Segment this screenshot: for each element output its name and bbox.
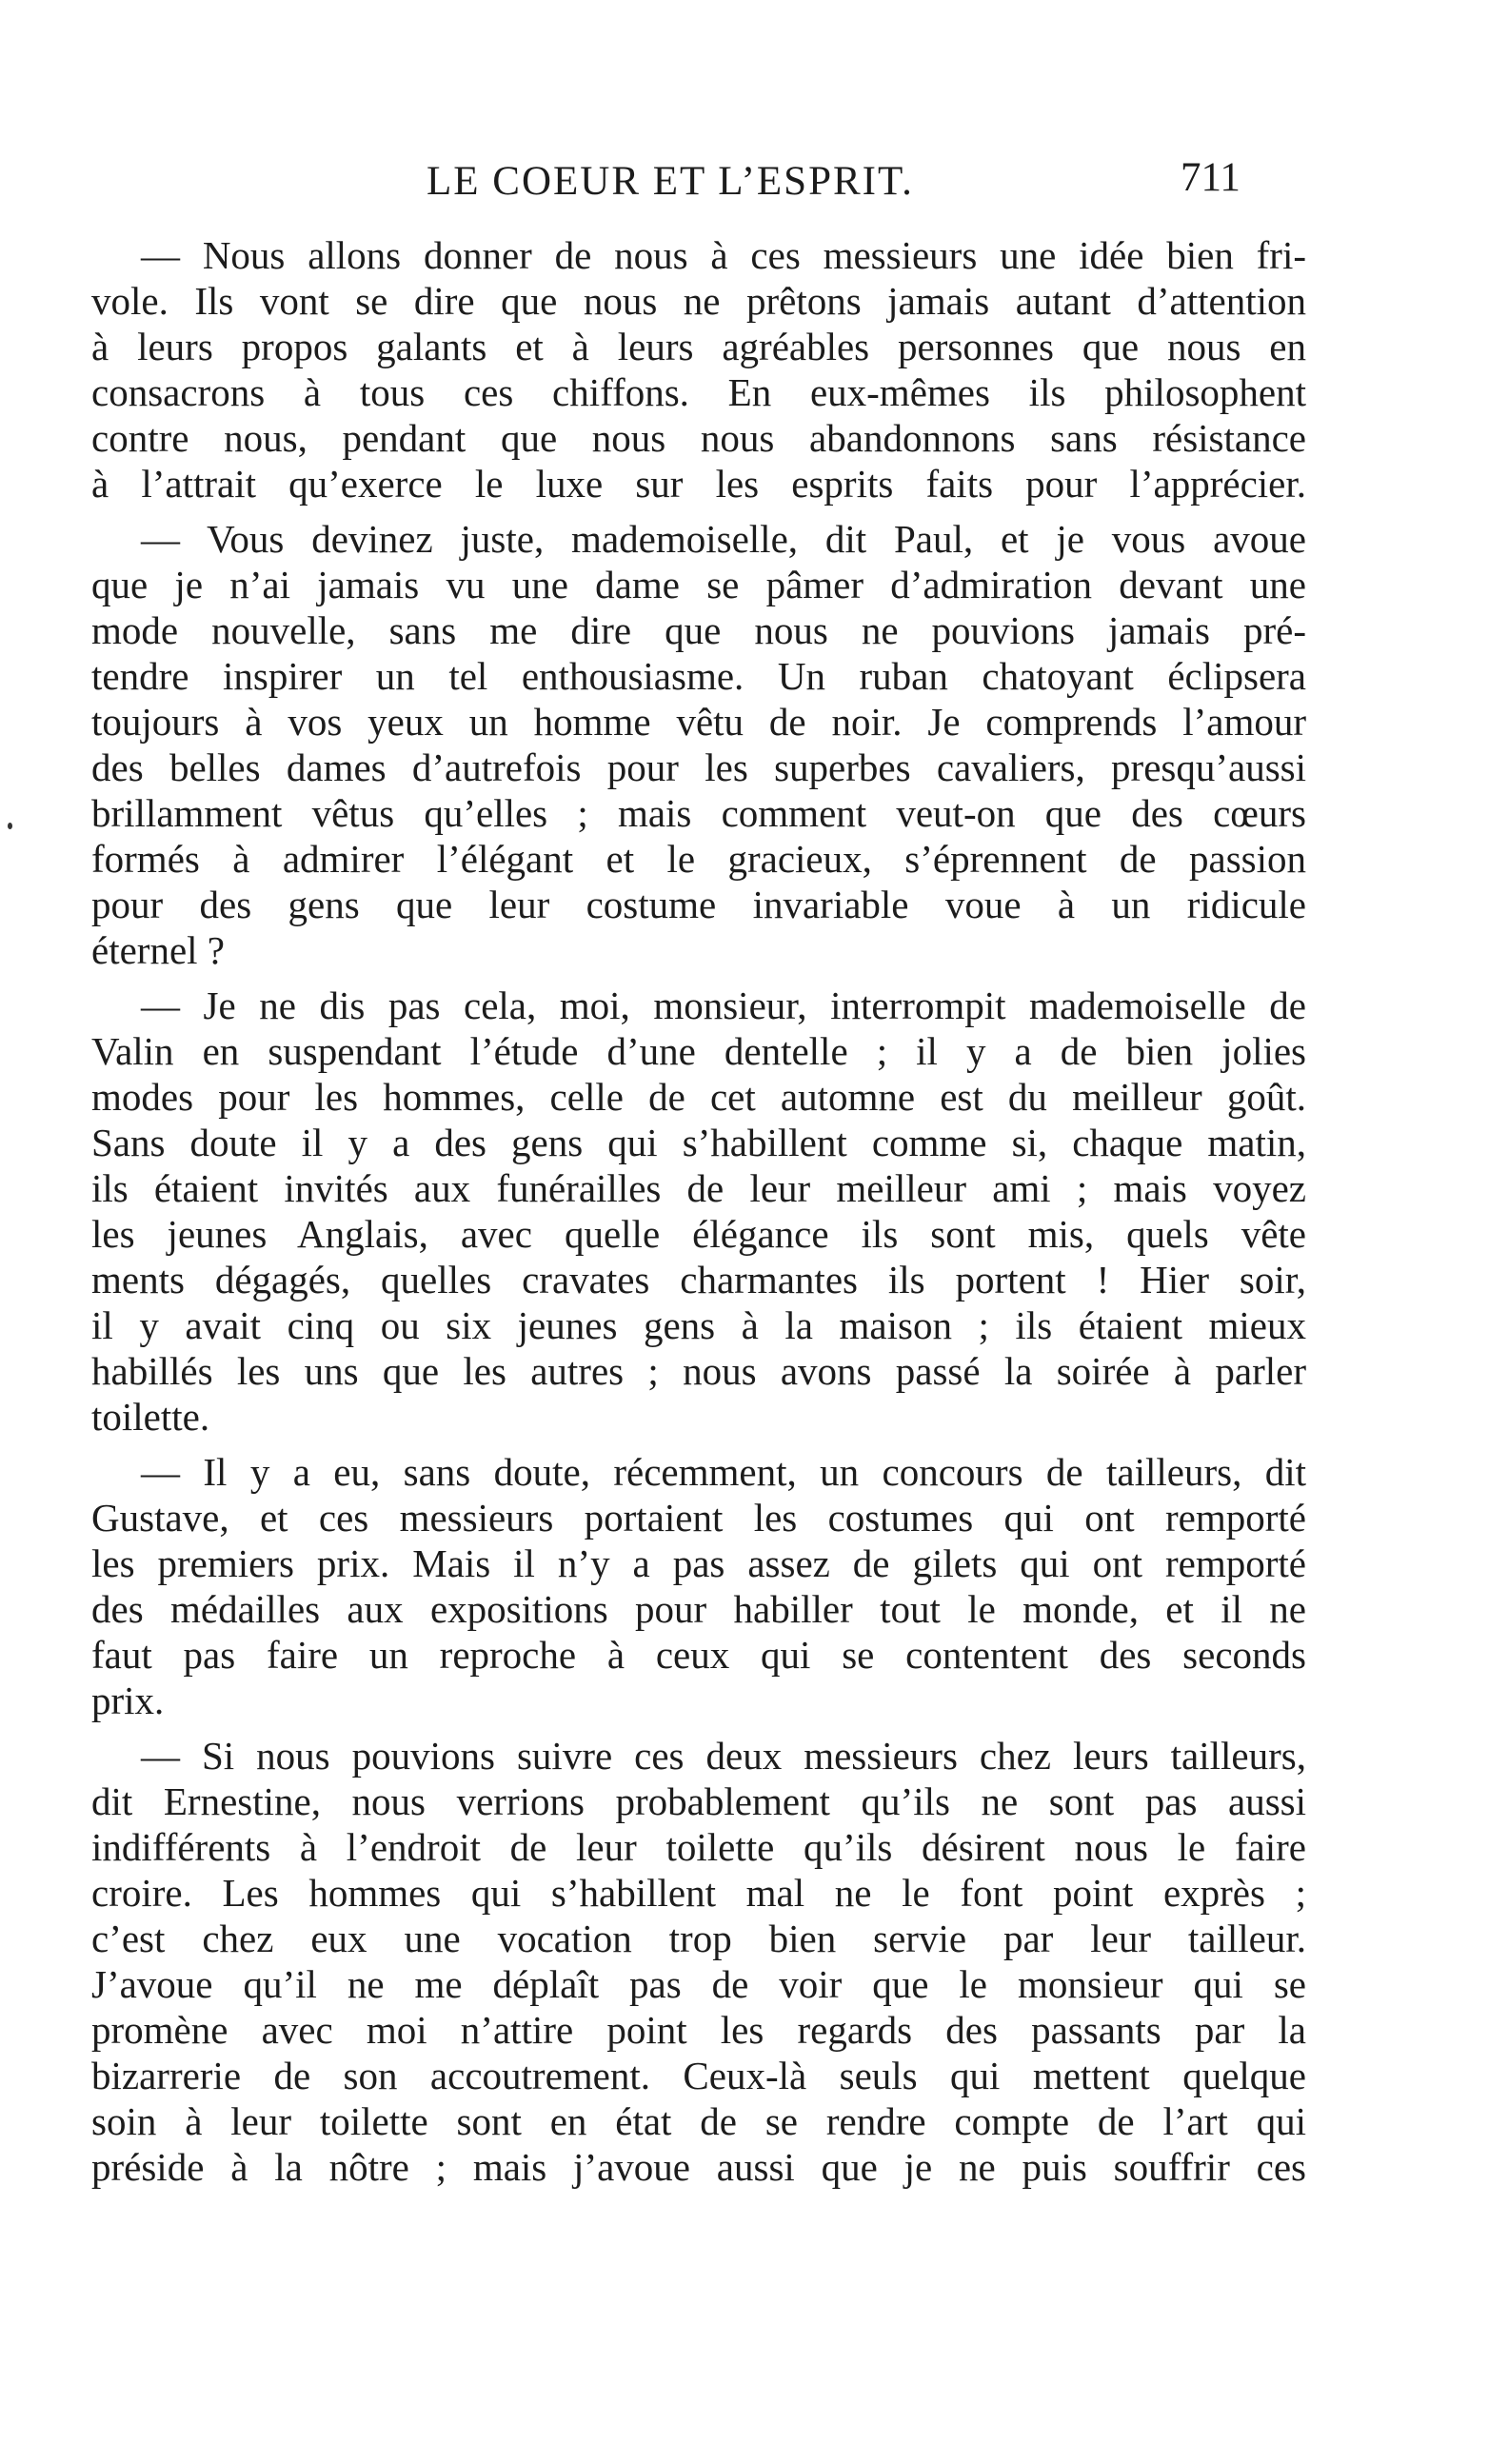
text-line: des belles dames d’autrefois pour les superbes cavaliers, presqu’aussi [91, 745, 1306, 789]
text-line: indifférents à l’endroit de leur toilette qu’ils désirent nous le faire [91, 1825, 1306, 1869]
paragraph [91, 983, 1306, 1440]
body-text [91, 232, 1306, 2199]
text-line: dit Ernestine, nous verrions probablement qu’ils ne sont pas aussi [91, 1779, 1306, 1823]
text-line: contre nous, pendant que nous nous abandonnons sans résistance [91, 416, 1306, 460]
text-line: préside à la nôtre ; mais j’avoue aussi que je ne puis souffrir ces [91, 2145, 1306, 2189]
text-line: les jeunes Anglais, avec quelle élégance ils sont mis, quels vête [91, 1212, 1306, 1256]
text-line: ments dégagés, quelles cravates charmantes ils portent ! Hier soir, [91, 1258, 1306, 1302]
text-line: toujours à vos yeux un homme vêtu de noir. Je comprends l’amour [91, 700, 1306, 744]
text-line: pour des gens que leur costume invariable voue à un ridicule [91, 883, 1306, 926]
text-line: mode nouvelle, sans me dire que nous ne pouvions jamais pré- [91, 608, 1306, 652]
text-line: ils étaient invités aux funérailles de leur meilleur ami ; mais voyez [91, 1166, 1306, 1210]
text-line: brillamment vêtus qu’elles ; mais comment veut-on que des cœurs [91, 791, 1306, 835]
text-line: J’avoue qu’il ne me déplaît pas de voir que le monsieur qui se [91, 1962, 1306, 2006]
text-line: des médailles aux expositions pour habiller tout le monde, et il ne [91, 1587, 1306, 1631]
running-title: LE COEUR ET L’ESPRIT. [427, 159, 914, 204]
text-line: — Il y a eu, sans doute, récemment, un concours de tailleurs, dit [141, 1450, 1306, 1494]
paragraph [91, 516, 1306, 973]
text-line: éternel ? [91, 928, 225, 972]
paragraph [91, 1733, 1306, 2190]
text-line: toilette. [91, 1395, 210, 1439]
text-line: Gustave, et ces messieurs portaient les costumes qui ont remporté [91, 1496, 1306, 1540]
stray-ink-mark [8, 823, 12, 829]
text-line: — Je ne dis pas cela, moi, monsieur, interrompit mademoiselle de [141, 984, 1306, 1027]
text-line: faut pas faire un reproche à ceux qui se contentent des seconds [91, 1633, 1306, 1677]
text-line: — Vous devinez juste, mademoiselle, dit Paul, et je vous avoue [141, 517, 1306, 561]
text-line: — Nous allons donner de nous à ces messieurs une idée bien fri- [141, 233, 1306, 277]
text-line: croire. Les hommes qui s’habillent mal ne le font point exprès ; [91, 1871, 1306, 1915]
text-line: promène avec moi n’attire point les regards des passants par la [91, 2008, 1306, 2052]
text-line: à l’attrait qu’exerce le luxe sur les esprits faits pour l’apprécier. [91, 462, 1306, 506]
text-line: soin à leur toilette sont en état de se rendre compte de l’art qui [91, 2099, 1306, 2143]
paragraph [91, 1449, 1306, 1723]
text-line: c’est chez eux une vocation trop bien servie par leur tailleur. [91, 1917, 1306, 1960]
text-line: Valin en suspendant l’étude d’une dentelle ; il y a de bien jolies [91, 1029, 1306, 1073]
text-line: habillés les uns que les autres ; nous avons passé la soirée à parler [91, 1349, 1306, 1393]
text-line: tendre inspirer un tel enthousiasme. Un ruban chatoyant éclipsera [91, 654, 1306, 698]
paragraph [91, 232, 1306, 507]
running-head [0, 155, 1489, 215]
text-line: Sans doute il y a des gens qui s’habillent comme si, chaque matin, [91, 1121, 1306, 1164]
text-line: à leurs propos galants et à leurs agréables personnes que nous en [91, 325, 1306, 368]
text-line: prix. [91, 1679, 165, 1722]
text-line: modes pour les hommes, celle de cet automne est du meilleur goût. [91, 1075, 1306, 1119]
text-line: formés à admirer l’élégant et le gracieux, s’éprennent de passion [91, 837, 1306, 881]
page-number: 711 [1181, 155, 1241, 200]
text-line: les premiers prix. Mais il n’y a pas assez de gilets qui ont remporté [91, 1541, 1306, 1585]
text-line: il y avait cinq ou six jeunes gens à la maison ; ils étaient mieux [91, 1303, 1306, 1347]
text-line: vole. Ils vont se dire que nous ne prêtons jamais autant d’attention [91, 279, 1306, 323]
text-line: bizarrerie de son accoutrement. Ceux-là seuls qui mettent quelque [91, 2054, 1306, 2097]
text-line: — Si nous pouvions suivre ces deux messieurs chez leurs tailleurs, [141, 1734, 1306, 1778]
text-line: que je n’ai jamais vu une dame se pâmer d’admiration devant une [91, 563, 1306, 606]
text-line: consacrons à tous ces chiffons. En eux-mêmes ils philosophent [91, 370, 1306, 414]
